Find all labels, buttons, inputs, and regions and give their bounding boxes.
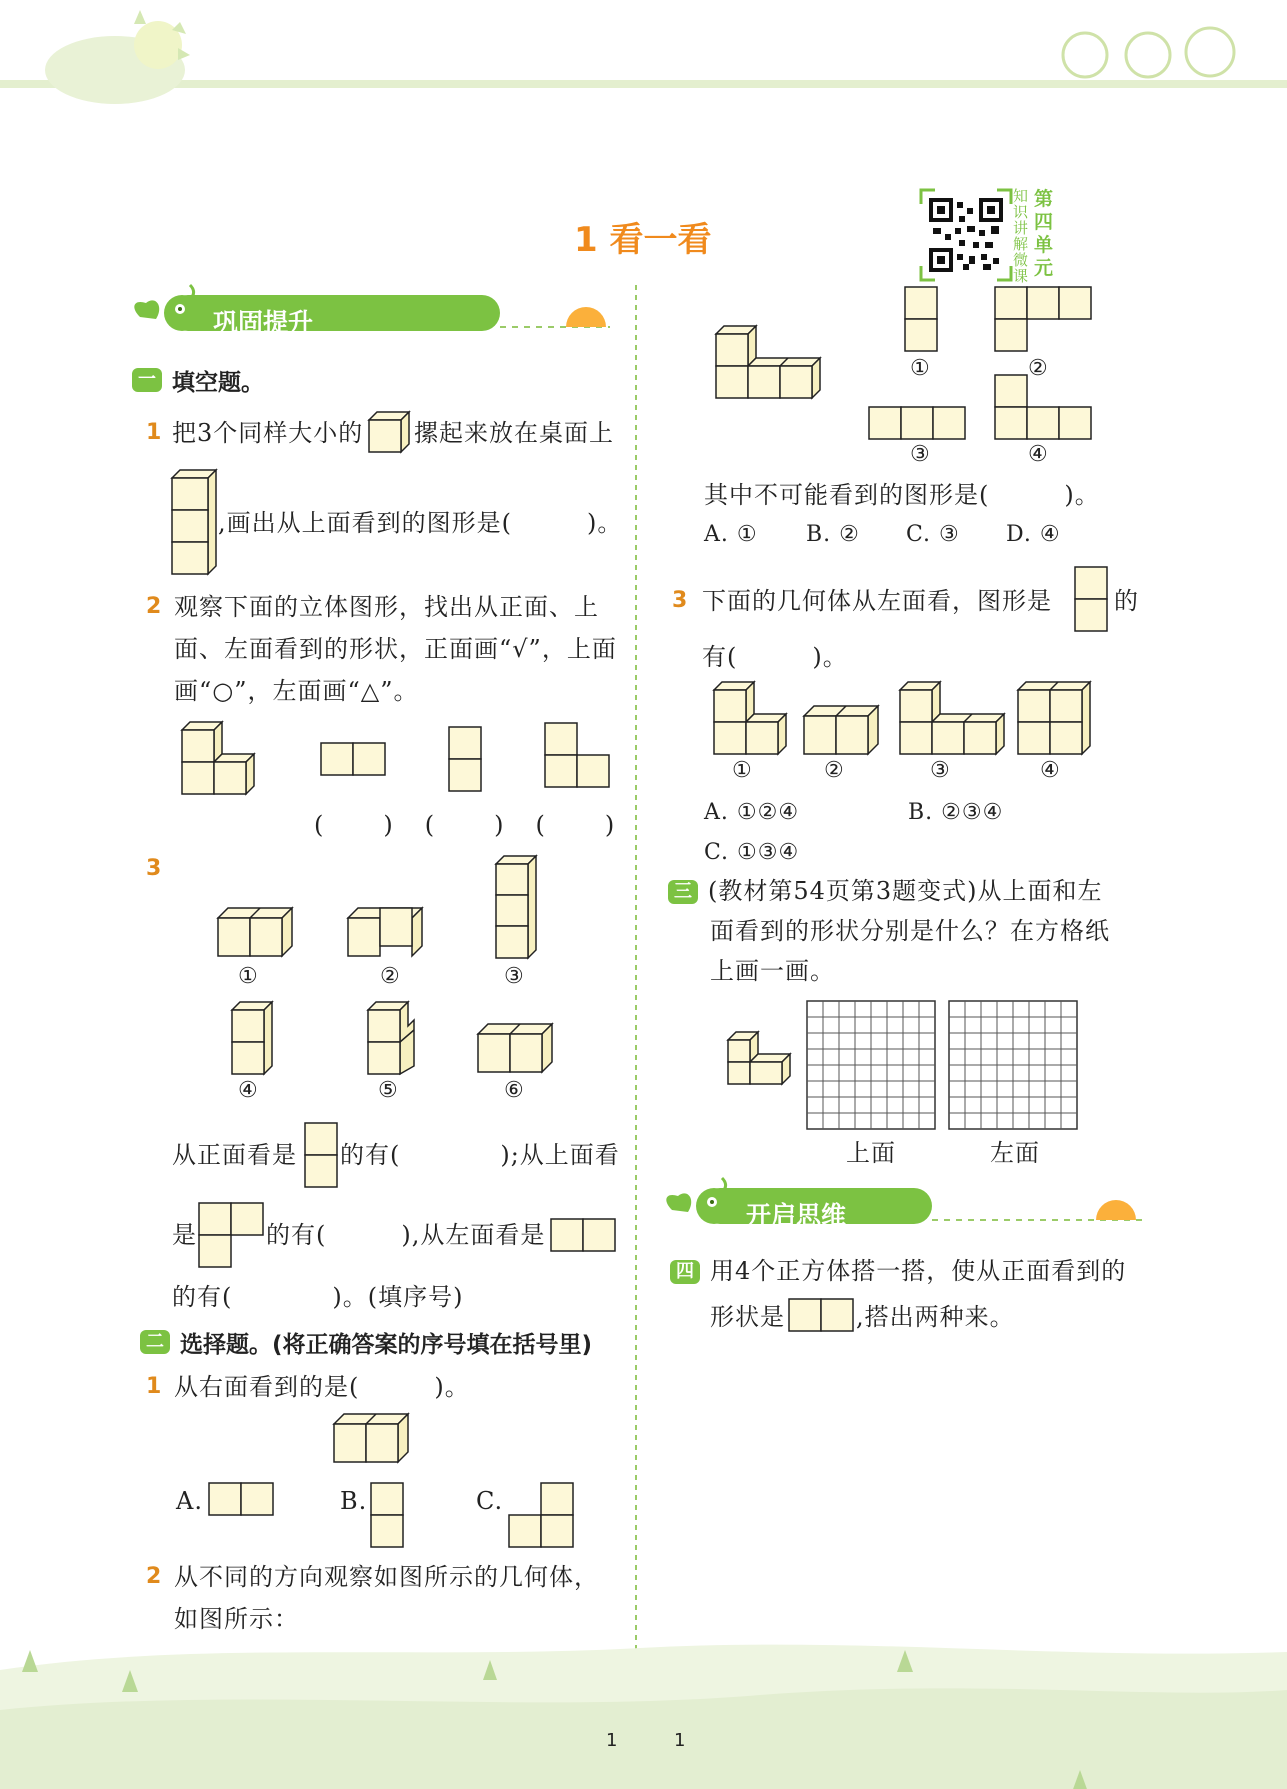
question-text: 上画一画。	[710, 957, 835, 985]
question-text: 的	[1114, 587, 1139, 615]
question-number: 2	[146, 1564, 162, 1589]
footer-decoration	[0, 1630, 1287, 1789]
question-text: 从不同的方向观察如图所示的几何体，	[174, 1563, 599, 1591]
question-number: 1	[146, 420, 162, 445]
option-a[interactable]: A. ①	[704, 522, 758, 547]
option-d[interactable]: D. ④	[1006, 522, 1061, 547]
figure-3-3	[496, 856, 538, 960]
section-tag-3: 三	[668, 880, 698, 904]
question-text: 观察下面的立体图形，找出从正面、上	[174, 593, 599, 621]
option-a[interactable]: A. ①②④	[704, 800, 800, 825]
question-text: 摞起来放在桌面上	[414, 419, 614, 447]
question-text: (教材第54页第3题变式)从上面和左	[708, 877, 1103, 905]
solid-figure-q2-2	[716, 326, 822, 400]
solid-figure-sec3	[728, 1032, 792, 1096]
figure-label: ③	[930, 758, 950, 783]
figure-3-5	[368, 1002, 416, 1076]
view-option-4	[994, 374, 1092, 440]
question-text: 用4个正方体搭一搭，使从正面看到的	[710, 1257, 1127, 1285]
section-title-choice: 选择题。(将正确答案的序号填在括号里)	[180, 1332, 593, 1358]
option-c[interactable]: C.	[476, 1487, 504, 1515]
section-banner-thinking	[662, 1178, 1152, 1238]
question-text: 下面的几何体从左面看，图形是	[702, 587, 1052, 615]
question-text: 的有( ),从左面看是	[266, 1221, 546, 1249]
question-text: 面看到的形状分别是什么？在方格纸	[710, 917, 1110, 945]
column-divider	[634, 285, 638, 1655]
option-c-shape[interactable]	[508, 1482, 574, 1548]
banner-title-consolidate: 巩固提升	[213, 308, 314, 337]
page-number-left: 1	[606, 1730, 618, 1751]
figure-q2-3-3	[900, 682, 1006, 756]
question-text: ,画出从上面看到的图形是( )。	[218, 509, 623, 537]
stacked-cubes-figure	[172, 470, 218, 576]
question-number: 1	[146, 1374, 162, 1399]
figure-q2-3-4	[1018, 682, 1092, 756]
figure-label: ④	[238, 1078, 258, 1103]
figure-label: ①	[732, 758, 752, 783]
figure-3-6	[478, 1024, 562, 1076]
option-a-shape[interactable]	[208, 1482, 274, 1516]
view-label: ③	[910, 442, 930, 467]
view-shape-l	[544, 722, 610, 788]
view-shape-vertical	[448, 726, 482, 792]
question-text: 从右面看到的是( )。	[174, 1373, 470, 1401]
shape-vertical-two	[304, 1122, 338, 1188]
question-text: 从正面看是	[172, 1141, 297, 1169]
option-c[interactable]: C. ①③④	[704, 840, 800, 865]
qr-side-text-unit: 第四单元	[1034, 188, 1054, 279]
option-a[interactable]: A.	[176, 1487, 203, 1515]
question-text: 把3个同样大小的	[172, 419, 364, 447]
grid-paper-top[interactable]	[806, 1000, 936, 1130]
section-tag-1: 一	[132, 368, 162, 392]
question-text: 形状是	[710, 1303, 785, 1331]
figure-3-2	[348, 908, 432, 960]
banner-title-thinking: 开启思维	[746, 1201, 847, 1230]
solid-figure-l-shape	[182, 722, 256, 796]
view-option-2	[994, 286, 1092, 352]
view-shape-horizontal	[320, 742, 386, 776]
question-text: 画“○”，左面画“△”。	[174, 677, 419, 705]
view-label: ②	[1028, 356, 1048, 381]
question-text: ,搭出两种来。	[856, 1303, 1015, 1331]
figure-3-4	[232, 1002, 274, 1076]
shape-horizontal-two	[550, 1218, 616, 1252]
figure-label: ②	[380, 964, 400, 989]
figure-label: ①	[238, 964, 258, 989]
section-tag-2: 二	[140, 1330, 170, 1354]
shape-horizontal-two	[788, 1298, 854, 1332]
figure-q2-3-1	[714, 682, 788, 756]
section-title-fill-blank: 填空题。	[172, 370, 264, 396]
figure-right-view	[334, 1414, 418, 1466]
question-number: 3	[146, 856, 162, 881]
option-b[interactable]: B. ②③④	[908, 800, 1004, 825]
section-banner-consolidate	[130, 285, 620, 345]
figure-label: ⑤	[378, 1078, 398, 1103]
option-b-shape[interactable]	[370, 1482, 404, 1548]
section-tag-4: 四	[670, 1260, 700, 1284]
question-number: 2	[146, 594, 162, 619]
question-text: 如图所示：	[174, 1605, 299, 1633]
page-number-right: 1	[674, 1730, 686, 1751]
page-title: 1 看一看	[574, 220, 712, 260]
question-text: 是	[172, 1221, 197, 1249]
figure-label: ③	[504, 964, 524, 989]
figure-label: ⑥	[504, 1078, 524, 1103]
figure-label: ④	[1040, 758, 1060, 783]
answer-blanks[interactable]: ( ) ( ) ( )	[314, 811, 619, 839]
cube-icon	[369, 412, 411, 454]
shape-l-top	[198, 1202, 264, 1268]
qr-frame	[921, 190, 1011, 280]
qr-side-text-lesson: 知识讲解微课	[1013, 187, 1029, 285]
view-label: ④	[1028, 442, 1048, 467]
view-option-3	[868, 406, 966, 440]
grid-label-left: 左面	[990, 1139, 1040, 1167]
question-text: 其中不可能看到的图形是( )。	[704, 481, 1100, 509]
grid-label-top: 上面	[846, 1139, 896, 1167]
figure-q2-3-2	[804, 706, 888, 758]
option-b[interactable]: B. ②	[806, 522, 860, 547]
view-label: ①	[910, 356, 930, 381]
question-text: 面、左面看到的形状，正面画“√”，上面	[174, 635, 617, 663]
question-number: 3	[672, 588, 688, 613]
question-text: 的有( )。(填序号)	[172, 1283, 464, 1311]
option-c[interactable]: C. ③	[906, 522, 960, 547]
figure-label: ②	[824, 758, 844, 783]
option-b[interactable]: B.	[340, 1487, 368, 1515]
shape-vertical-two	[1074, 566, 1108, 632]
question-text: 有( )。	[702, 643, 848, 671]
question-text: 的有( );从上面看	[340, 1141, 620, 1169]
view-option-1	[904, 286, 938, 352]
grid-paper-left[interactable]	[948, 1000, 1078, 1130]
figure-3-1	[218, 908, 302, 960]
header-decoration	[0, 0, 1287, 110]
